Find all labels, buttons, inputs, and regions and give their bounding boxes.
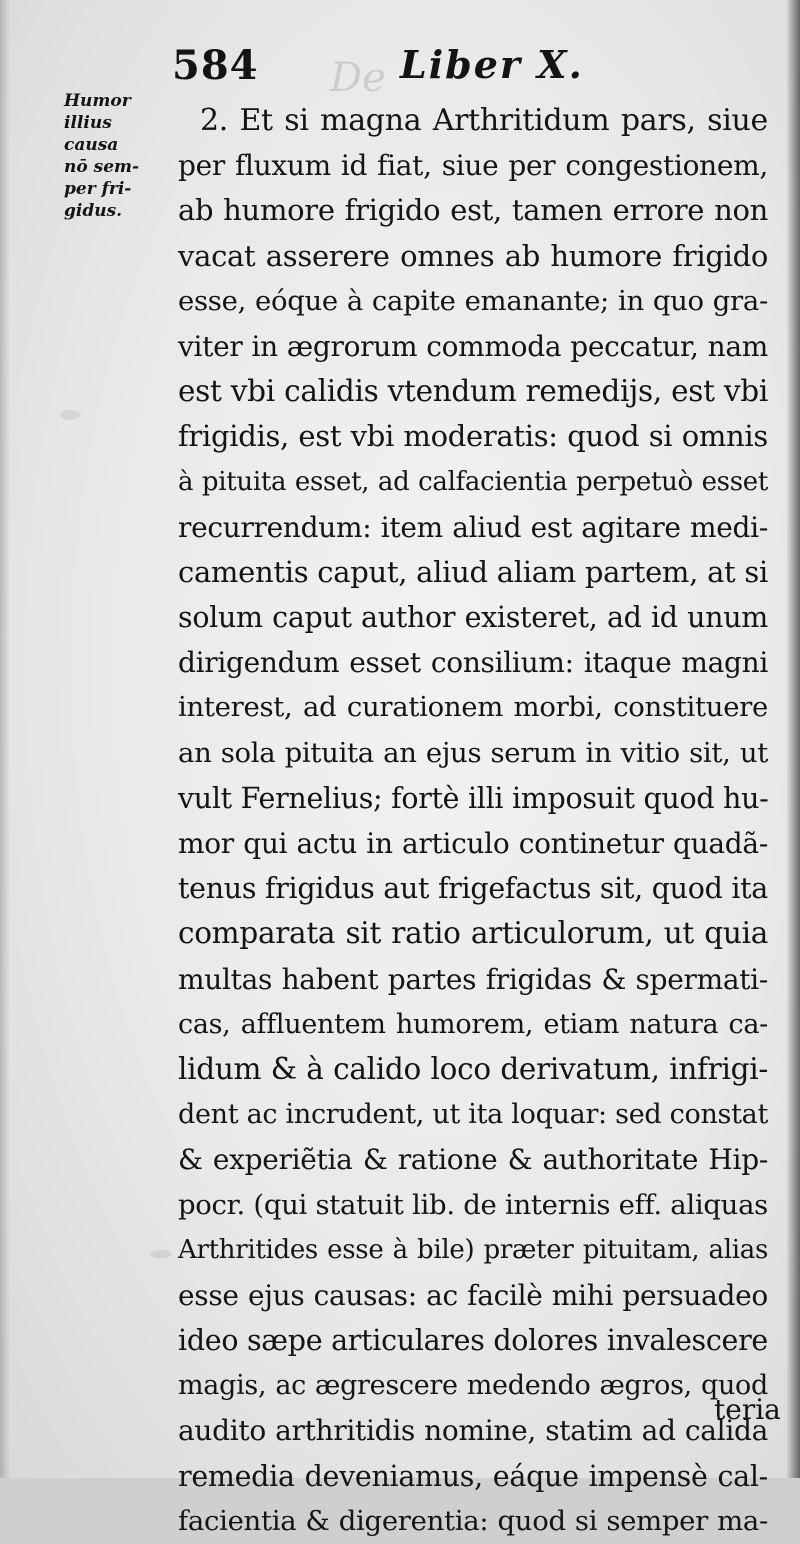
text-line: vacat asserere omnes ab humore frigido [178,238,768,273]
text-line: pocr. (qui statuit lib. de internis eff. aliquas [178,1188,768,1221]
margin-note-line: gidus. [64,201,123,221]
text-line: an sola pituita an ejus serum in vitio sit, ut [178,736,768,769]
margin-note-line: per fri- [64,179,132,199]
text-line: 2. Et si magna Arthritidum pars, siue [200,103,768,138]
text-line: à pituita esset, ad calfacientia perpetuò esset [178,466,768,497]
text-line: esse, eóque à capite emanante; in quo gra- [178,284,768,317]
margin-note-line: Humor [64,91,131,111]
text-line: dent ac incrudent, ut ita loquar: sed constat [178,1099,768,1131]
text-line: viter in ægrorum commoda peccatur, nam [178,329,768,363]
text-line: comparata sit ratio articulorum, ut quia [178,916,768,951]
text-line: multas habent partes frigidas & spermati- [178,962,768,996]
text-line: remedia deveniamus, eáque impensè cal- [178,1459,768,1493]
text-line: interest, ad curationem morbi, constituere [178,691,768,724]
text-line: facientia & digerentia: quod si semper ma- [178,1504,768,1537]
catchword: teria [714,1393,781,1426]
text-line: per fluxum id fiat, siue per congestionem, [178,149,768,183]
text-line: vult Fernelius; fortè illi imposuit quod hu- [178,781,769,815]
text-line: mor qui actu in articulo continetur quadã- [178,827,768,860]
page-number: 584 [172,42,259,89]
text-line: & experiẽtia & ratione & authoritate Hip- [178,1143,768,1177]
paper-stain [150,1250,172,1258]
text-line: tenus frigidus aut frigefactus sit, quod ita [178,872,768,906]
text-line: audito arthritidis nomine, statim ad calida [178,1414,768,1448]
margin-note [64,90,174,222]
text-line: esse ejus causas: ac facilè mihi persuadeo [178,1278,768,1312]
text-line: recurrendum: item aliud est agitare medi- [178,510,768,544]
margin-note-line: nō sem- [64,157,140,177]
text-line: dirigendum esset consilium: itaque magni [178,646,768,680]
text-line: est vbi calidis vtendum remedijs, est vbi [178,374,768,409]
page-gutter-shadow [0,0,10,1478]
paper-stain [60,410,80,420]
text-line: frigidis, est vbi moderatis: quod si omnis [178,419,768,454]
margin-note-line: illius [64,113,112,133]
text-line: Arthritides esse à bile) præter pituitam, alias [178,1234,768,1265]
text-line: ideo sæpe articulares dolores invalescere [178,1324,768,1358]
margin-note-line: causa [64,135,119,155]
text-line: solum caput author existeret, ad id unum [178,601,768,635]
text-line: magis, ac ægrescere medendo ægros, quod [178,1370,768,1402]
running-head: Liber X. [400,42,584,87]
bleed-through-text: De [330,55,386,101]
page-edge-shadow [786,0,800,1478]
text-line: camentis caput, aliud aliam partem, at si [178,554,768,589]
text-line: ab humore frigido est, tamen errore non [178,193,768,228]
text-line: cas, affluentem humorem, etiam natura ca- [178,1008,768,1040]
body-text [178,98,768,1544]
text-line: lidum & à calido loco derivatum, infrigi- [178,1051,768,1086]
